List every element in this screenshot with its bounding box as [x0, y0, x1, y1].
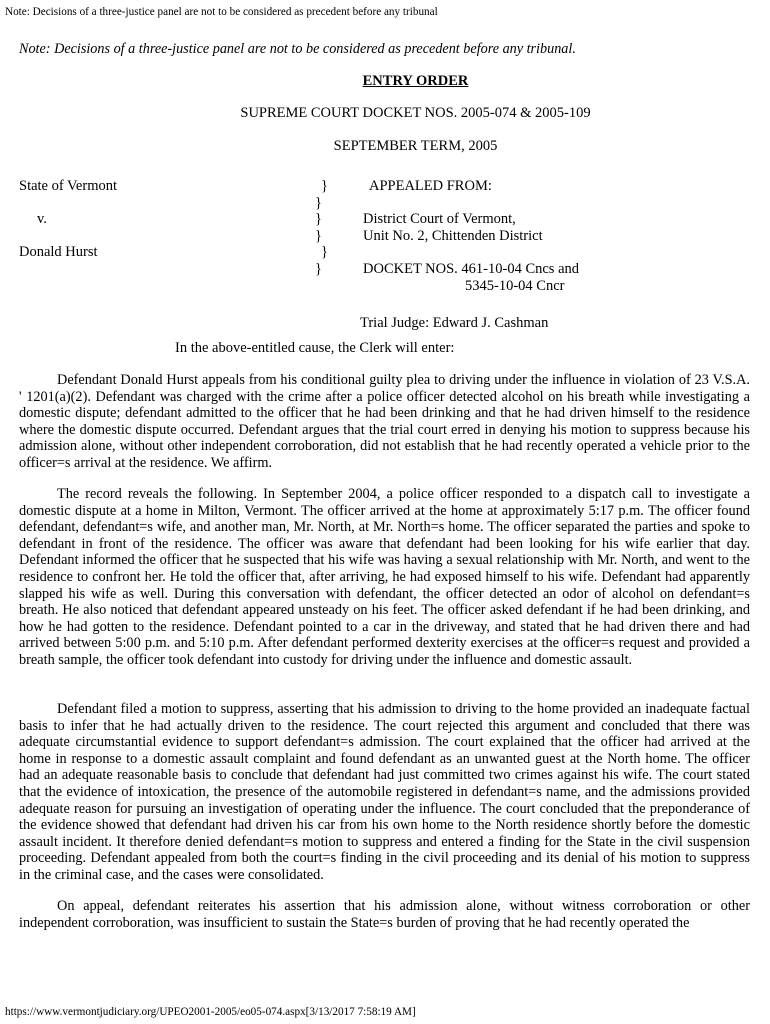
- caption-brace: }: [315, 211, 322, 228]
- term-line: SEPTEMBER TERM, 2005: [333, 138, 498, 154]
- defendant-name: Donald Hurst: [19, 244, 98, 260]
- paragraph: Defendant Donald Hurst appeals from his conditional guilty plea to driving under the influence in violation of 23 V.S.A. ' 1201(a)(2). Defendant was charged with the crime after a police officer detected alcohol on his breath while investigating a domestic dispute; defendant admitted to the officer that he had been drinking and that he had driven himself to the residence where the domestic dispute occurred. Defendant argues that the trial court erred in denying his motion to suppress because his admission alone, without other independent corroboration, did not establish that he had recently operated a vehicle prior to the officer=s arrival at the residence. We affirm.: [19, 372, 750, 471]
- court-line-1: District Court of Vermont,: [363, 211, 516, 228]
- caption-brace: }: [321, 244, 328, 261]
- docket-line: SUPREME COURT DOCKET NOS. 2005-074 & 2005-109: [240, 105, 591, 121]
- case-caption: [19, 178, 750, 314]
- precedent-note: Note: Decisions of a three-justice panel are not to be considered as precedent before any tribunal.: [19, 41, 576, 57]
- print-header-note: Note: Decisions of a three-justice panel are not to be considered as precedent before any tribunal: [5, 6, 438, 18]
- caption-brace: }: [315, 261, 322, 277]
- versus-label: v.: [37, 211, 47, 227]
- paragraph: On appeal, defendant reiterates his assertion that his admission alone, without witness corroboration or other independent corroboration, was insufficient to sustain the State=s burden of proving that he had recently operated the: [19, 898, 750, 931]
- document-body: [19, 40, 750, 931]
- clerk-entry-line: In the above-entitled cause, the Clerk will enter:: [175, 340, 455, 356]
- print-footer-url: https://www.vermontjudiciary.org/UPEO2001-2005/eo05-074.aspx[3/13/2017 7:58:19 AM]: [5, 1006, 416, 1018]
- appeal-info: [363, 178, 579, 294]
- lower-docket-line-2: 5345-10-04 Cncr: [465, 277, 565, 294]
- document-title: ENTRY ORDER: [362, 73, 469, 89]
- paragraph: Defendant filed a motion to suppress, asserting that his admission to driving to the home provided an inadequate factual basis to infer that he had actually driven to the residence. The court rejected this argument and concluded that there was adequate circumstantial evidence to support defendant=s admission. The court explained that the officer had arrived at the home in response to a domestic assault complaint and found defendant as an unwanted guest at the North home. The officer had an adequate reasonable basis to conclude that defendant had just committed two crimes against his wife. The court stated that the evidence of intoxication, the presence of the automobile registered in defendant=s name, and the admissions provided adequate reason for pursuing an investigation of operating under the influence. The court concluded that the preponderance of the evidence showed that defendant had driven his car from his own home to the North residence shortly before the domestic assault incident. It therefore denied defendant=s motion to suppress and entered a finding for the State in the civil suspension proceeding. Defendant appealed from both the court=s finding in the civil proceeding and its denial of his motion to suppress in the criminal case, and the cases were consolidated.: [19, 701, 750, 883]
- lower-docket-line-1: DOCKET NOS. 461-10-04 Cncs and: [363, 260, 580, 277]
- appealed-from-label: APPEALED FROM:: [369, 178, 492, 194]
- trial-judge: Trial Judge: Edward J. Cashman: [360, 315, 549, 331]
- caption-brace: }: [321, 178, 328, 194]
- paragraph: The record reveals the following. In September 2004, a police officer responded to a dispatch call to investigate a domestic dispute at a home in Milton, Vermont. The officer arrived at the home at approximately 5:17 p.m. The officer found defendant, defendant=s wife, and another man, Mr. North, at Mr. North=s home. The officer separated the parties and spoke to defendant in front of the residence. The officer was aware that defendant had been looking for his wife earlier that day. Defendant informed the officer that he suspected that his wife was having a sexual relationship with Mr. North, and went to the residence to confront her. He told the officer that, after arriving, he had exposed himself to his wife. Defendant had apparently slapped his wife as well. During this conversation with defendant, the officer detected an odor of alcohol on defendant=s breath. He also noticed that defendant appeared unsteady on his feet. The officer asked defendant if he had been drinking, and how he had gotten to the residence. Defendant pointed to a car in the driveway, and stated that he had driven there and had arrived between 5:00 p.m. and 5:10 p.m. After defendant performed dexterity exercises at the officer=s request and provided a breath sample, the officer took defendant into custody for driving under the influence and domestic assault.: [19, 486, 750, 668]
- caption-brace: }: [315, 194, 322, 211]
- plaintiff-name: State of Vermont: [19, 178, 117, 194]
- caption-brace: }: [315, 227, 322, 244]
- court-line-2: Unit No. 2, Chittenden District: [363, 227, 543, 244]
